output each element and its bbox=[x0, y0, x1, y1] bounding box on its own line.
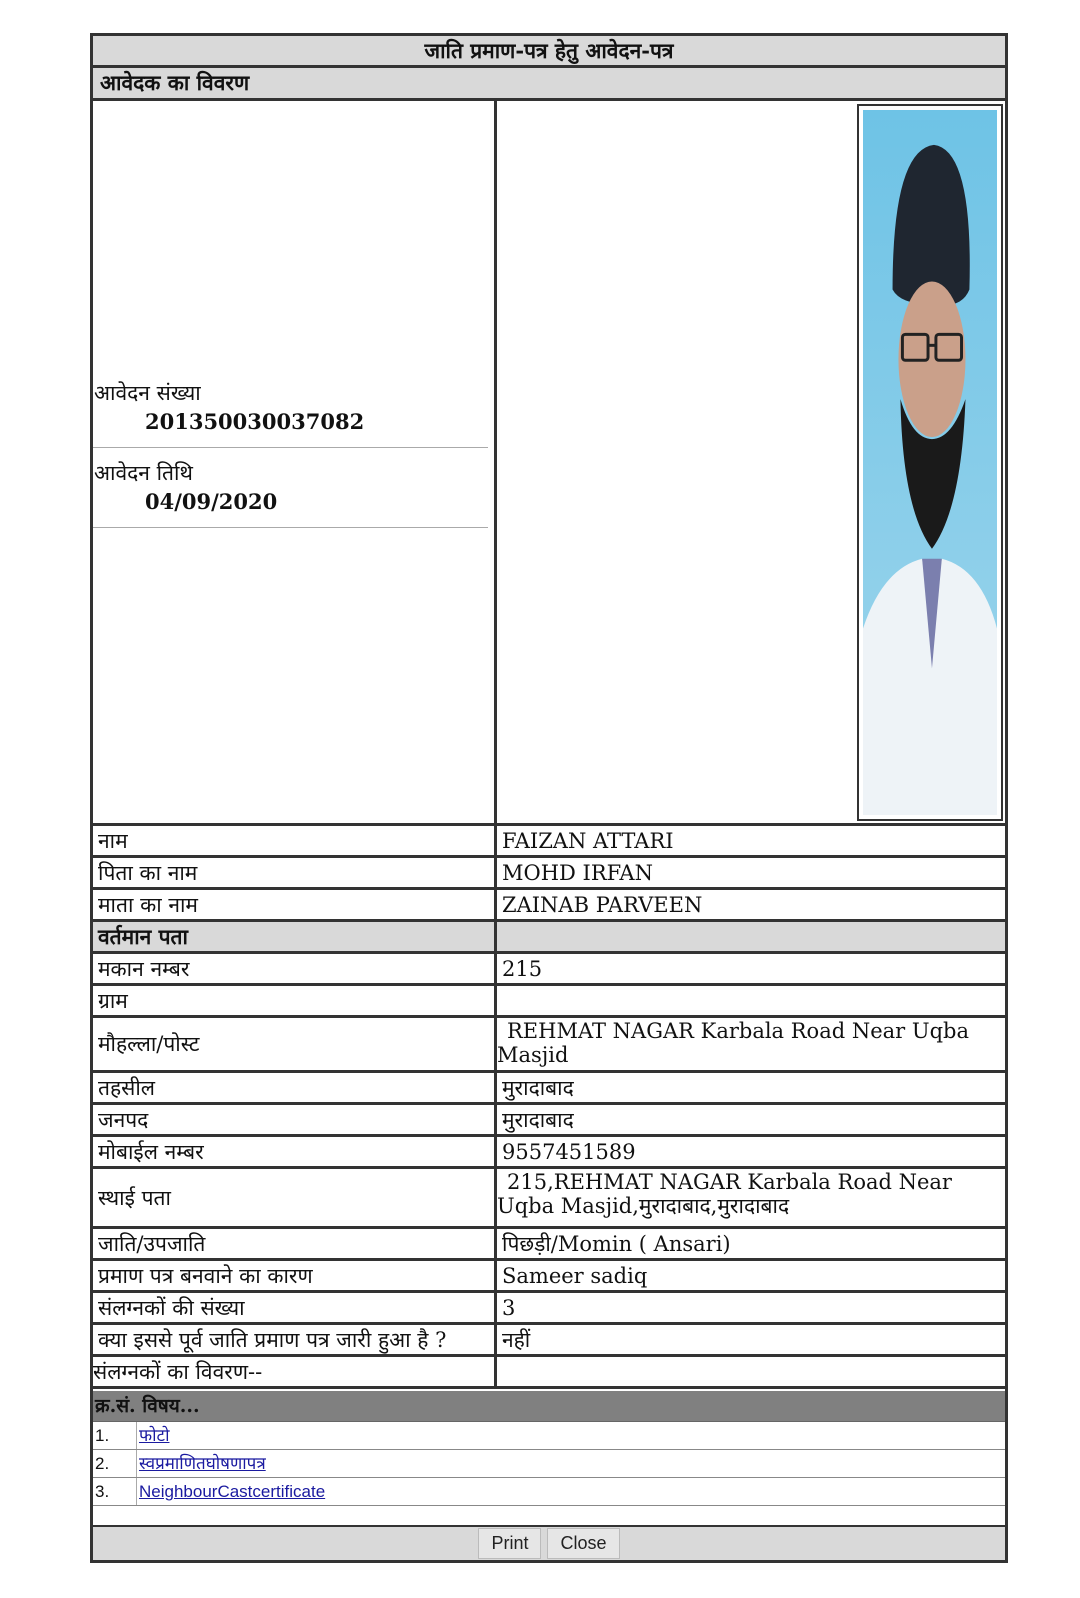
attachment-link-neighbour-certificate[interactable]: NeighbourCastcertificate bbox=[139, 1482, 326, 1501]
house-number-value: 215 bbox=[502, 956, 543, 981]
village-label: ग्राम bbox=[93, 986, 497, 1015]
current-address-heading-blank bbox=[497, 922, 1005, 951]
applicant-details-table bbox=[93, 826, 1005, 1389]
application-date-label: आवेदन तिथि bbox=[94, 461, 193, 485]
name-value: FAIZAN ATTARI bbox=[502, 828, 674, 853]
attachment-link-self-declaration[interactable]: स्वप्रमाणितघोषणापत्र bbox=[139, 1454, 266, 1473]
locality-line-2: Masjid bbox=[497, 1043, 569, 1067]
previous-certificate-label: क्या इससे पूर्व जाति प्रमाण पत्र जारी हुआ है ? bbox=[93, 1325, 497, 1354]
caste-label: जाति/उपजाति bbox=[93, 1229, 497, 1258]
village-value bbox=[497, 986, 1005, 1015]
application-number-block bbox=[93, 379, 488, 448]
application-number-label: आवेदन संख्या bbox=[94, 381, 201, 405]
current-address-heading: वर्तमान पता bbox=[93, 922, 497, 951]
locality-label: मौहल्ला/पोस्ट bbox=[93, 1018, 497, 1070]
attachments-count-value: 3 bbox=[502, 1295, 516, 1320]
attachments-table bbox=[93, 1391, 1005, 1506]
list-item bbox=[93, 1450, 1005, 1478]
section-applicant-details: आवेदक का विवरण bbox=[93, 68, 1005, 101]
attachments-detail-label: संलग्नकों का विवरण-- bbox=[93, 1357, 497, 1386]
table-row bbox=[93, 1105, 1005, 1137]
certificate-application-form bbox=[90, 33, 1008, 1563]
table-row bbox=[93, 922, 1005, 954]
mobile-label: मोबाईल नम्बर bbox=[93, 1137, 497, 1166]
applicant-header-area bbox=[93, 101, 1005, 826]
attachments-count-label: संलग्नकों की संख्या bbox=[93, 1293, 497, 1322]
permanent-address-line-1: 215,REHMAT NAGAR Karbala Road Near bbox=[507, 1170, 952, 1194]
table-row bbox=[93, 858, 1005, 890]
application-info-panel bbox=[93, 101, 497, 823]
reason-value: Sameer sadiq bbox=[502, 1263, 648, 1288]
mother-name-value: ZAINAB PARVEEN bbox=[502, 892, 703, 917]
table-row bbox=[93, 954, 1005, 986]
table-row bbox=[93, 986, 1005, 1018]
father-name-label: पिता का नाम bbox=[93, 858, 497, 887]
table-row bbox=[93, 1229, 1005, 1261]
table-row bbox=[93, 890, 1005, 922]
table-row bbox=[93, 1325, 1005, 1357]
table-row bbox=[93, 1018, 1005, 1073]
action-bar bbox=[93, 1525, 1005, 1560]
district-label: जनपद bbox=[93, 1105, 497, 1134]
table-row bbox=[93, 1137, 1005, 1169]
close-button[interactable]: Close bbox=[547, 1528, 619, 1559]
permanent-address-line-2: Uqba Masjid,मुरादाबाद,मुरादाबाद bbox=[497, 1194, 790, 1218]
locality-line-1: REHMAT NAGAR Karbala Road Near Uqba bbox=[507, 1019, 969, 1043]
attachments-header: क्र.सं. विषय... bbox=[93, 1391, 1005, 1422]
table-row bbox=[93, 1169, 1005, 1229]
application-number: 201350030037082 bbox=[145, 409, 365, 434]
table-row bbox=[93, 1357, 1005, 1389]
table-row bbox=[93, 1293, 1005, 1325]
applicant-photo bbox=[857, 104, 1003, 821]
caste-value: पिछड़ी/Momin ( Ansari) bbox=[502, 1231, 731, 1256]
permanent-address-value bbox=[497, 1169, 1005, 1226]
permanent-address-label: स्थाई पता bbox=[93, 1169, 497, 1226]
tehsil-value: मुरादाबाद bbox=[502, 1075, 574, 1100]
locality-value bbox=[497, 1018, 1005, 1070]
previous-certificate-value: नहीं bbox=[502, 1327, 531, 1352]
house-number-label: मकान नम्बर bbox=[93, 954, 497, 983]
district-value: मुरादाबाद bbox=[502, 1107, 574, 1132]
list-item bbox=[93, 1422, 1005, 1450]
name-label: नाम bbox=[93, 826, 497, 855]
list-item bbox=[93, 1478, 1005, 1506]
print-button[interactable]: Print bbox=[478, 1528, 541, 1559]
attachments-detail-blank bbox=[497, 1357, 1005, 1386]
attachment-number: 1. bbox=[93, 1422, 137, 1449]
application-date: 04/09/2020 bbox=[145, 489, 278, 514]
mother-name-label: माता का नाम bbox=[93, 890, 497, 919]
tehsil-label: तहसील bbox=[93, 1073, 497, 1102]
attachment-number: 2. bbox=[93, 1450, 137, 1477]
form-title: जाति प्रमाण-पत्र हेतु आवेदन-पत्र bbox=[93, 36, 1005, 68]
table-row bbox=[93, 826, 1005, 858]
photo-panel bbox=[497, 101, 1005, 823]
reason-label: प्रमाण पत्र बनवाने का कारण bbox=[93, 1261, 497, 1290]
mobile-value: 9557451589 bbox=[502, 1139, 636, 1164]
attachment-number: 3. bbox=[93, 1478, 137, 1505]
table-row bbox=[93, 1073, 1005, 1105]
father-name-value: MOHD IRFAN bbox=[502, 860, 653, 885]
application-date-block bbox=[93, 459, 488, 528]
attachment-link-photo[interactable]: फोटो bbox=[139, 1426, 170, 1445]
applicant-photo-image bbox=[863, 110, 997, 815]
table-row bbox=[93, 1261, 1005, 1293]
